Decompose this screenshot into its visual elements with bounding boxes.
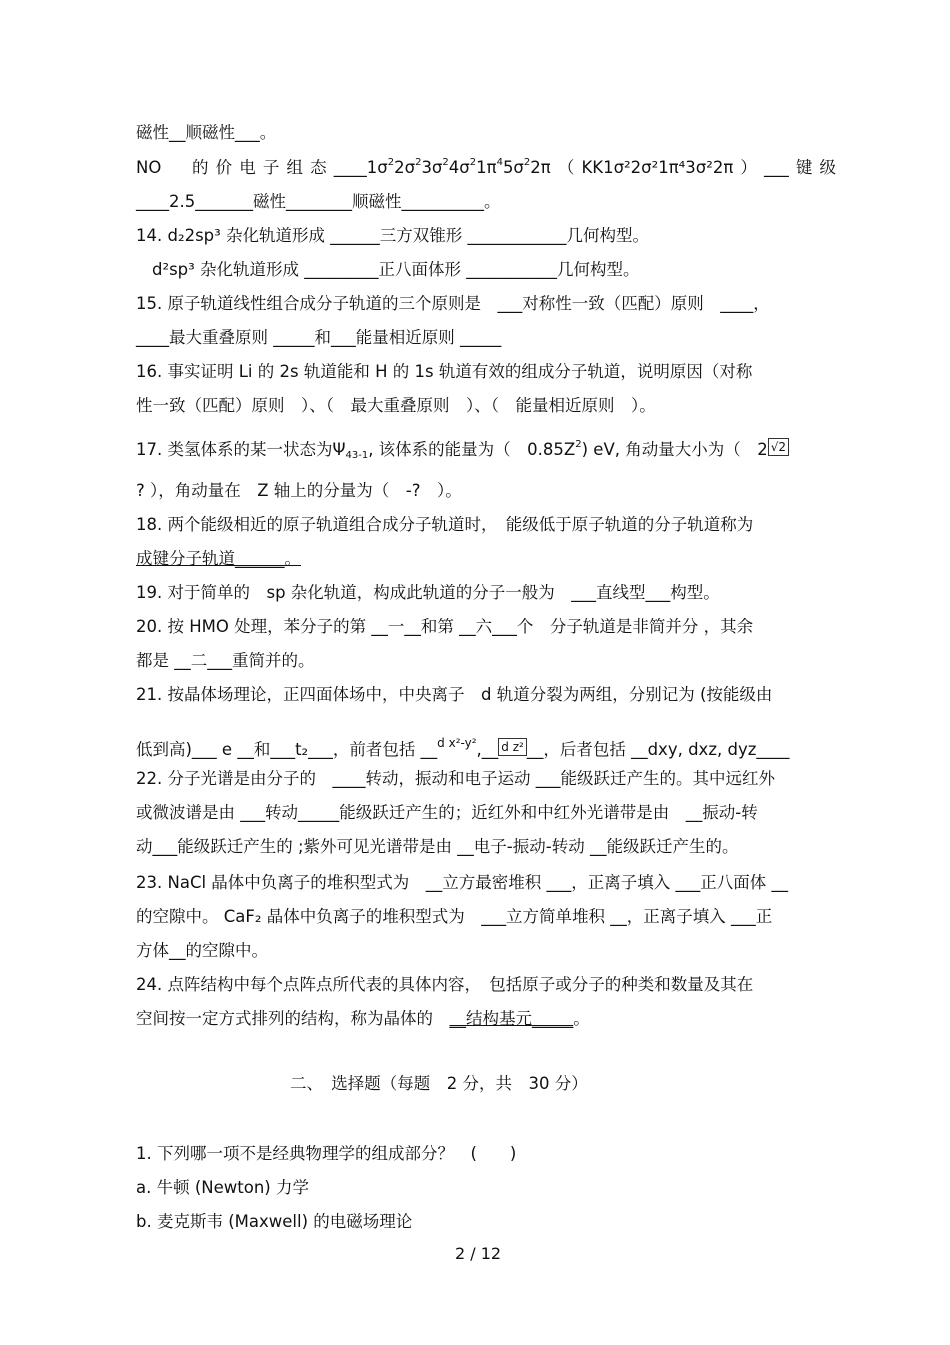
section-title: 二、 选择题（每题 2 分，共 30 分） — [290, 1074, 588, 1093]
text-line: 15. 原子轨道线性组合成分子轨道的三个原则是 ___对称性一致（匹配）原则 ____， — [136, 294, 770, 313]
text-line: ____最大重叠原则 _____和___能量相近原则 _____ — [136, 328, 502, 347]
text-line: 低到高)___ e __和___t₂___，前者包括 __$^{d x^2-y^2}$,__ d z² __，后者包括 __dxy, dxz, dyz____ — [136, 736, 790, 759]
text-line: 成键分子轨道______。 — [136, 549, 301, 568]
option-b: b. 麦克斯韦 (Maxwell) 的电磁场理论 — [136, 1212, 413, 1231]
page-number: 2 / 12 — [455, 1244, 502, 1263]
question-text: 1. 下列哪一项不是经典物理学的组成部分？ ( ) — [136, 1144, 517, 1163]
text-line: 22. 分子光谱是由分子的 ____转动，振动和电子运动 ___能级跃迁产生的。其中远红外 — [136, 769, 775, 788]
text-line: 空间按一定方式排列的结构，称为晶体的 __结构基元_____。 — [136, 1009, 590, 1028]
text-line: 性一致（匹配）原则 ）、（ 最大重叠原则 ）、（ 能量相近原则 ）。 — [136, 396, 656, 415]
text-line: 动___能级跃迁产生的 ;紫外可见光谱带是由 __电子-振动-转动 __能级跃迁产生的。 — [136, 837, 739, 856]
text-line: NO 的价电子组态$\_\_\_\_1\sigma^22\sigma^23\sigma^24\sigma^21\pi^45\sigma^22\pi(KK1\sigma^22\sigma^21\pi^43\sigma^22\pi)\_\_\_$键级 — [136, 157, 836, 177]
text-line: 都是 __二___重简并的。 — [136, 651, 315, 670]
text-line: 20. 按 HMO 处理，苯分子的第 __一__和第 __六___个 分子轨道是非简并分 ，其余 — [136, 617, 754, 636]
text-line: 18. 两个能级相近的原子轨道组合成分子轨道时， 能级低于原子轨道的分子轨道称为 — [136, 515, 754, 534]
text-line: ? ），角动量在 Z 轴上的分量为（ -? ）。 — [136, 481, 462, 500]
text-line: 14. d₂2sp³ 杂化轨道形成 ______三方双锥形 ____________几何构型。 — [136, 226, 649, 245]
text-line: 19. 对于简单的 sp 杂化轨道，构成此轨道的分子一般为 ___直线型___构型。 — [136, 583, 720, 602]
sqrt-icon: √2 — [768, 438, 789, 456]
text-line: d²sp³ 杂化轨道形成 _________正八面体形 ___________几何构型。 — [152, 260, 640, 279]
text-line: 磁性__顺磁性___。 — [136, 123, 277, 142]
text-line: 24. 点阵结构中每个点阵点所代表的具体内容， 包括原子或分子的种类和数量及其在 — [136, 975, 754, 994]
text-line: 23. NaCl 晶体中负离子的堆积型式为 __立方最密堆积 ___，正离子填入 ___正八面体 __ — [136, 873, 789, 892]
text-line: ____2.5_______磁性________顺磁性__________。 — [136, 192, 501, 211]
text-line: 或微波谱是由 ___转动_____能级跃迁产生的；近红外和中红外光谱带是由 __振动-转 — [136, 803, 758, 822]
option-a: a. 牛顿 (Newton) 力学 — [136, 1178, 309, 1197]
orbital-box-icon: d z² — [498, 738, 527, 756]
text-line: 的空隙中。 CaF₂ 晶体中负离子的堆积型式为 ___立方简单堆积 __，正离子填入 ___正 — [136, 907, 773, 926]
orbital-label: d x²-y² — [437, 736, 477, 750]
text-line: 21. 按晶体场理论，正四面体场中，中央离子 d 轨道分裂为两组，分别记为 (按能级由 — [136, 685, 773, 704]
text-line: 17. 类氢体系的某一状态为$\Psi_{43-1}$, 该体系的能量为（ $0.85Z^2$) eV, 角动量大小为（ 2 √2 — [136, 438, 789, 462]
text-line: 16. 事实证明 Li 的 2s 轨道能和 H 的 1s 轨道有效的组成分子轨道，说明原因（对称 — [136, 362, 753, 381]
text-line: 方体__的空隙中。 — [136, 941, 268, 960]
